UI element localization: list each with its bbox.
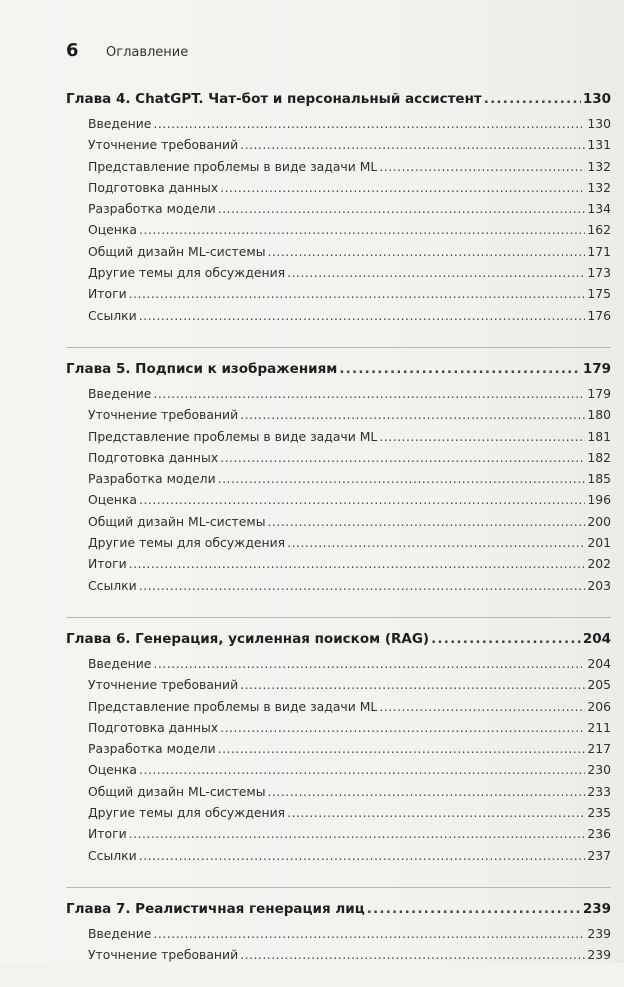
toc-entry[interactable] — [66, 180, 611, 201]
entry-page: 171 — [587, 243, 611, 259]
entry-label: Итоги — [88, 286, 127, 302]
chapter-heading[interactable] — [66, 631, 611, 653]
toc-entry[interactable] — [66, 407, 611, 428]
toc-entry[interactable] — [66, 805, 611, 826]
entry-page: 236 — [587, 826, 611, 842]
toc-entry[interactable] — [66, 386, 611, 407]
entry-label: Ссылки — [88, 307, 137, 323]
entry-label: Другие темы для обсуждения — [88, 805, 286, 821]
dot-leader — [139, 848, 586, 863]
toc-entry[interactable] — [66, 720, 611, 741]
entry-label: Разработка модели — [88, 201, 216, 217]
toc-entry[interactable] — [66, 222, 611, 243]
toc-entry[interactable] — [66, 201, 611, 222]
toc-entry[interactable] — [66, 578, 611, 599]
entry-page: 239 — [587, 947, 611, 963]
toc-entry[interactable] — [66, 492, 611, 513]
dot-leader — [153, 926, 585, 941]
entry-page: 205 — [587, 677, 611, 693]
dot-leader — [220, 180, 585, 195]
entry-label: Ссылки — [88, 847, 137, 863]
chapter-7 — [66, 887, 611, 969]
toc-entry[interactable] — [66, 286, 611, 307]
entry-label: Уточнение требований — [88, 677, 239, 693]
entry-page: 162 — [587, 222, 611, 238]
chapter-title: Глава 5. Подписи к изображениям — [66, 360, 338, 377]
entry-page: 235 — [587, 805, 611, 821]
dot-leader — [367, 901, 581, 917]
toc-entry[interactable] — [66, 699, 611, 720]
dot-leader — [240, 947, 585, 962]
dot-leader — [240, 137, 585, 152]
entry-page: 185 — [587, 471, 611, 487]
toc-entry[interactable] — [66, 762, 611, 783]
entry-label: Другие темы для обсуждения — [88, 535, 286, 551]
entry-label: Разработка модели — [88, 471, 216, 487]
entry-page: 201 — [587, 535, 611, 551]
entry-label: Представление проблемы в виде задачи ML — [88, 698, 378, 714]
entry-label: Общий дизайн ML-системы — [88, 243, 266, 259]
dot-leader — [220, 720, 585, 735]
entry-label: Представление проблемы в виде задачи ML — [88, 428, 378, 444]
entry-page: 239 — [587, 925, 611, 941]
entry-label: Введение — [88, 655, 152, 671]
dot-leader — [287, 265, 585, 280]
entry-label: Итоги — [88, 556, 127, 572]
dot-leader — [240, 677, 585, 692]
chapter-title: Глава 6. Генерация, усиленная поиском (RAG) — [66, 630, 430, 647]
toc-entry[interactable] — [66, 159, 611, 180]
dot-leader — [268, 514, 586, 529]
entry-label: Ссылки — [88, 577, 137, 593]
toc-entry[interactable] — [66, 471, 611, 492]
dot-leader — [153, 386, 585, 401]
entry-label: Введение — [88, 385, 152, 401]
dot-leader — [129, 556, 586, 571]
entry-page: 180 — [587, 407, 611, 423]
dot-leader — [153, 116, 585, 131]
entry-label: Уточнение требований — [88, 407, 239, 423]
dot-leader — [139, 308, 586, 323]
dot-leader — [379, 159, 585, 174]
entry-label: Подготовка данных — [88, 449, 219, 465]
dot-leader — [139, 222, 585, 237]
running-head — [66, 40, 188, 62]
toc-entry[interactable] — [66, 514, 611, 535]
dot-leader — [339, 361, 580, 377]
dot-leader — [139, 492, 585, 507]
dot-leader — [379, 699, 585, 714]
toc-entry[interactable] — [66, 741, 611, 762]
toc-entry[interactable] — [66, 308, 611, 329]
dot-leader — [287, 805, 585, 820]
chapter-heading[interactable] — [66, 91, 611, 113]
dot-leader — [139, 762, 585, 777]
dot-leader — [218, 201, 586, 216]
entry-label: Оценка — [88, 492, 137, 508]
chapter-page: 130 — [582, 91, 611, 107]
dot-leader — [218, 471, 586, 486]
chapter-page: 204 — [582, 630, 611, 647]
page-number: 6 — [66, 40, 79, 61]
toc-entry[interactable] — [66, 116, 611, 137]
chapter-6 — [66, 617, 611, 869]
running-title: Оглавление — [106, 45, 189, 60]
dot-leader — [484, 91, 581, 107]
dot-leader — [287, 535, 585, 550]
entry-label: Общий дизайн ML-системы — [88, 783, 266, 799]
entry-page: 202 — [587, 556, 611, 572]
chapter-heading[interactable] — [66, 361, 611, 383]
entry-label: Уточнение требований — [88, 947, 239, 963]
entry-page: 206 — [587, 698, 611, 714]
entry-label: Подготовка данных — [88, 719, 219, 735]
chapter-page: 179 — [582, 360, 611, 377]
entry-page: 200 — [587, 513, 611, 529]
dot-leader — [431, 631, 581, 647]
toc-entry[interactable] — [66, 656, 611, 677]
entry-label: Итоги — [88, 826, 127, 842]
toc-entry[interactable] — [66, 784, 611, 805]
entry-page: 217 — [587, 741, 611, 757]
toc-entry[interactable] — [66, 848, 611, 869]
toc-entry[interactable] — [66, 265, 611, 286]
entry-page: 237 — [587, 847, 611, 863]
entry-page: 173 — [587, 265, 611, 281]
chapter-title: Глава 4. ChatGPT. Чат-бот и персональный ассистент — [66, 91, 482, 107]
entry-page: 204 — [587, 655, 611, 671]
entry-label: Оценка — [88, 222, 137, 238]
toc-entry[interactable] — [66, 450, 611, 471]
entry-label: Введение — [88, 116, 152, 131]
dot-leader — [139, 578, 586, 593]
entry-page: 182 — [587, 449, 611, 465]
chapter-heading[interactable] — [66, 901, 611, 923]
entry-page: 130 — [587, 116, 611, 131]
dot-leader — [153, 656, 585, 671]
toc-entry[interactable] — [66, 556, 611, 577]
dot-leader — [379, 429, 585, 444]
entry-page: 179 — [587, 385, 611, 401]
entry-page: 134 — [587, 201, 611, 217]
toc-entry[interactable] — [66, 677, 611, 698]
entry-label: Уточнение требований — [88, 137, 239, 153]
dot-leader — [129, 286, 586, 301]
toc-entry[interactable] — [66, 826, 611, 847]
entry-label: Общий дизайн ML-системы — [88, 513, 266, 529]
dot-leader — [268, 244, 586, 259]
toc-entry[interactable] — [66, 137, 611, 158]
entry-page: 230 — [587, 762, 611, 778]
chapter-page: 239 — [582, 900, 611, 917]
entry-page: 132 — [587, 158, 611, 174]
dot-leader — [240, 407, 585, 422]
entry-page: 233 — [587, 783, 611, 799]
toc-entry[interactable] — [66, 244, 611, 265]
chapter-5 — [66, 347, 611, 599]
entry-page: 175 — [587, 286, 611, 302]
toc-entry[interactable] — [66, 926, 611, 947]
entry-label: Подготовка данных — [88, 179, 219, 195]
entry-page: 132 — [587, 179, 611, 195]
entry-page: 176 — [587, 307, 611, 323]
entry-label: Другие темы для обсуждения — [88, 265, 286, 281]
dot-leader — [220, 450, 585, 465]
toc-entry[interactable] — [66, 535, 611, 556]
entry-page: 181 — [587, 428, 611, 444]
dot-leader — [268, 784, 586, 799]
toc-entry[interactable] — [66, 947, 611, 968]
table-of-contents — [66, 91, 611, 987]
entry-page: 196 — [587, 492, 611, 508]
dot-leader — [129, 826, 586, 841]
entry-label: Представление проблемы в виде задачи ML — [88, 158, 378, 174]
entry-label: Введение — [88, 925, 152, 941]
dot-leader — [218, 741, 586, 756]
entry-label: Разработка модели — [88, 741, 216, 757]
chapter-4 — [66, 91, 611, 329]
entry-page: 131 — [587, 137, 611, 153]
entry-label: Оценка — [88, 762, 137, 778]
entry-page: 211 — [587, 719, 611, 735]
chapter-title: Глава 7. Реалистичная генерация лиц — [66, 900, 365, 917]
entry-page: 203 — [587, 577, 611, 593]
toc-entry[interactable] — [66, 429, 611, 450]
